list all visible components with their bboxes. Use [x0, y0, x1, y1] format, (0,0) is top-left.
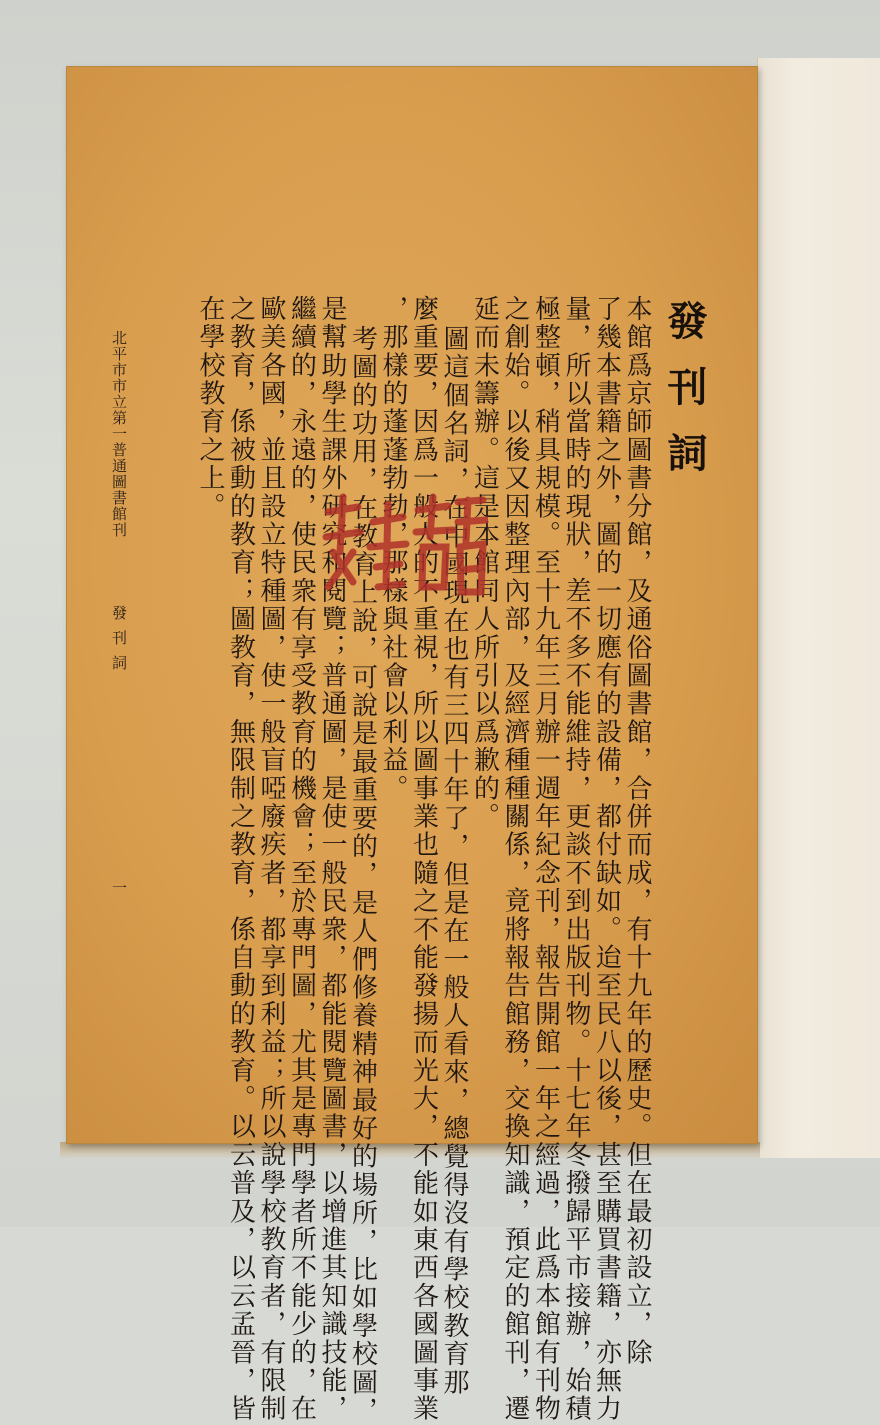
text-column: 量，所以當時的現狀，差不多不能維持，更談不到出版刊物。十七年冬撥歸平市接辦，始積	[561, 295, 591, 1423]
text-column: 之創始。以後又因整理內部，及經濟種種關係，竟將報告館務，交換知識，預定的館刊，遷	[500, 295, 530, 1423]
text-column: 極整頓，稍具規模。至十九年三月辦一週年紀念刊，報告開館一年之經過，此爲本館有刊物	[530, 295, 561, 1423]
footer-publication: 北平市市立第一普通圖書館刊	[110, 330, 128, 538]
text-column: 麼重要，因爲一般人的不重視，所以圖事業也隨之不能發揚而光大，不能如東西各國圖事業	[408, 295, 439, 1423]
text-column: 在學校教育之上。	[195, 295, 225, 521]
text-column: 本館爲京師圖書分館，及通俗圖書館，合併而成，有十九年的歷史。但在最初設立，除	[622, 295, 652, 1367]
adjacent-page	[757, 58, 880, 1158]
text-column: 考圖的功用，在教育上說，可說是最重要的，是人們修養精神最好的場所，比如學校圖，	[347, 325, 378, 1425]
page-title: 發刊詞	[661, 300, 708, 498]
text-column: 是幫助學生課外研究和閱覽；普通圖，是使一般民衆，都能閱覽圖書，以增進其知識技能，	[317, 295, 347, 1423]
text-column: 了幾本書籍之外，圖的一切應有的設備，都付缺如。迨至民八以後，甚至購買書籍，亦無力	[591, 295, 622, 1423]
text-column: 繼續的，永遠的，使民衆有享受教育的機會；至於專門圖，尤其是專門學者所不能少的，在	[286, 295, 317, 1423]
text-column: 之教育，係被動的教育；圖教育，無限制之教育，係自動的教育。以云普及，以云孟晉，皆	[225, 295, 256, 1423]
text-column: 延而未籌辦。這是本館同人所引以爲歉的。	[469, 295, 500, 831]
library-seal-stamp	[318, 492, 488, 602]
page-number: 一	[110, 880, 128, 895]
text-column: 圖這個名詞，在中國現在也有三四十年了，但是在一般人看來，總覺得沒有學校教育那	[439, 325, 469, 1397]
text-column: ，那樣的蓬蓬勃勃，那樣與社會以利益。	[378, 295, 408, 803]
footer-title: 發刊詞	[110, 605, 128, 680]
text-column: 歐美各國，並且設立特種圖，使一般盲啞廢疾者，都享到利益；所以說學校教育者，有限制	[256, 295, 286, 1423]
